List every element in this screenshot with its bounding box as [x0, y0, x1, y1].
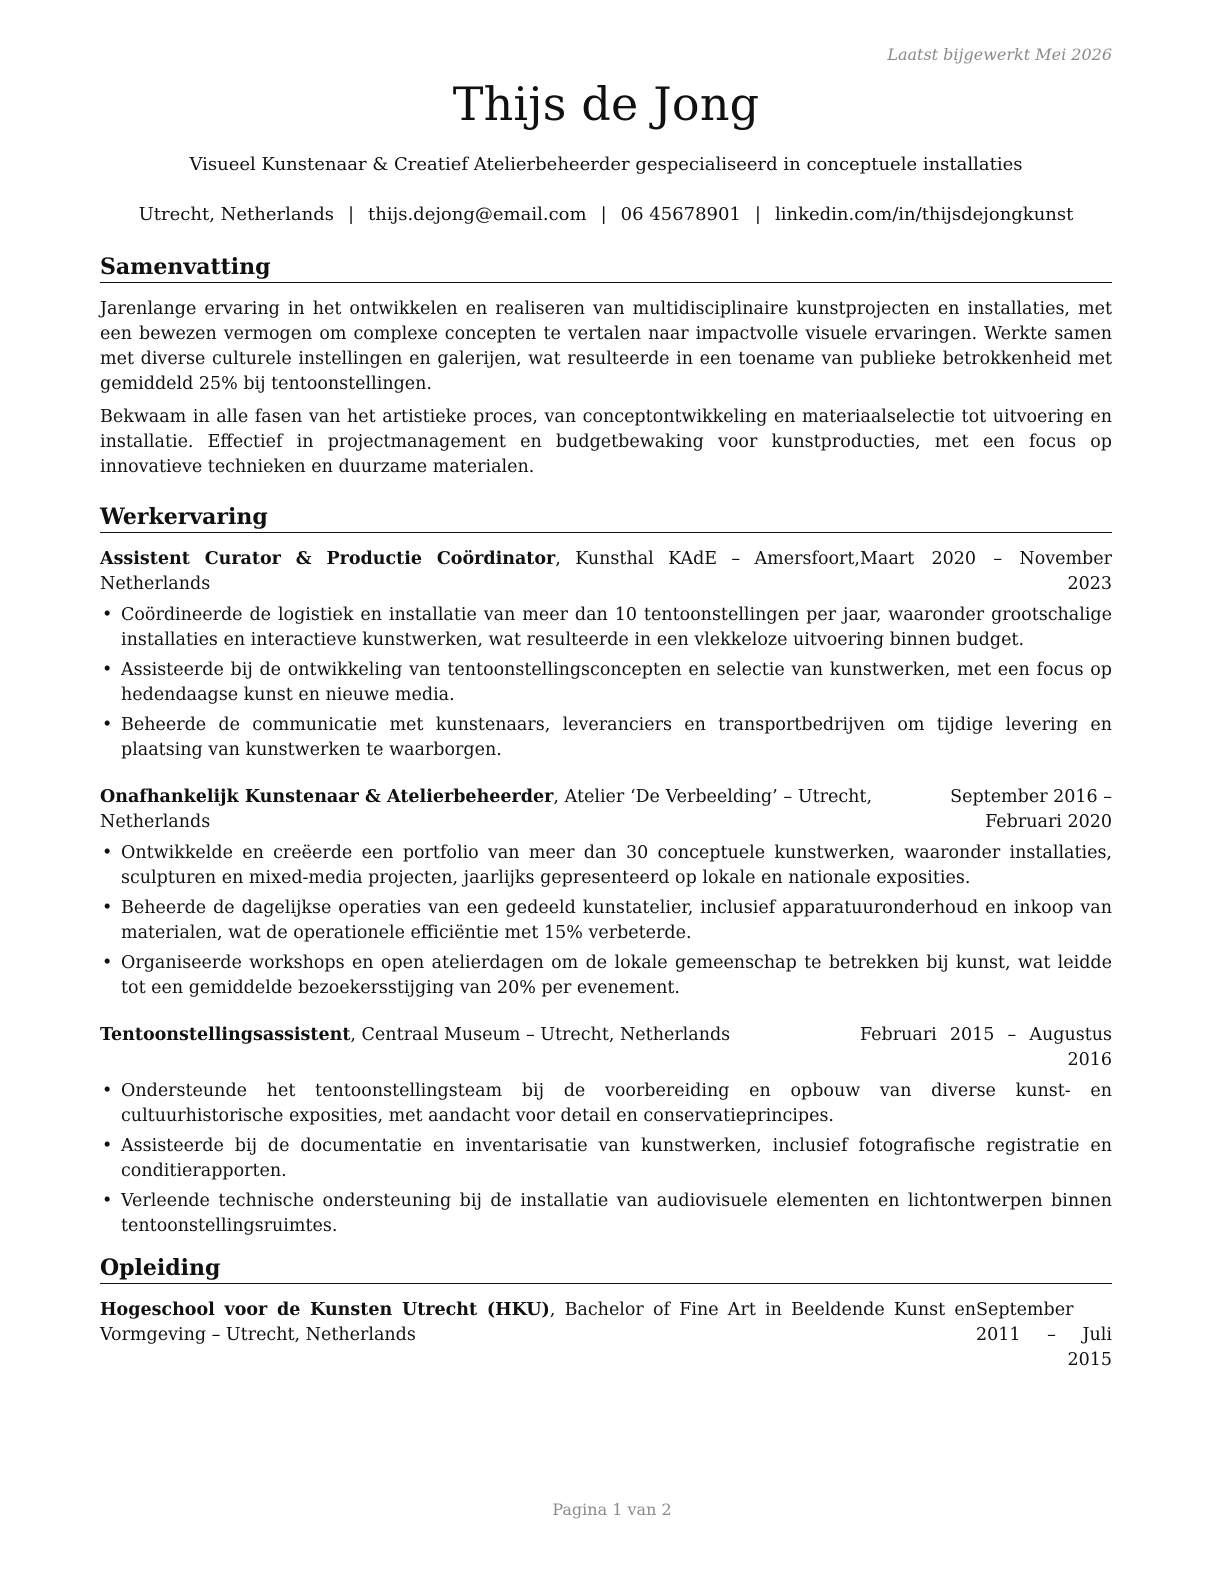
education-school: Hogeschool voor de Kunsten Utrecht (HKU)	[100, 1300, 550, 1320]
job-bullets	[100, 1079, 1112, 1239]
job-entry	[100, 1023, 1112, 1239]
contact-location: Utrecht, Netherlands	[138, 204, 334, 225]
section-title-education: Opleiding	[100, 1253, 1112, 1284]
job-bullets	[100, 603, 1112, 763]
job-role: Assistent Curator & Productie Coördinator	[100, 549, 556, 569]
summary-paragraph: Bekwaam in alle fasen van het artistieke proces, van conceptontwikkeling en materiaalselectie tot uitvoering en installatie. Effectief in projectmanagement en budgetbewaking voor kunstproducties, met een focus op innovatieve technieken en duurzame materialen.	[100, 407, 1112, 477]
last-updated: Laatst bijgewerkt Mei 2026	[887, 45, 1112, 64]
job-entry	[100, 785, 1112, 1001]
job-details: , Kunsthal KAdE – Amersfoort, Netherlands	[100, 549, 860, 594]
contact-linkedin[interactable]: linkedin.com/in/thijsdejongkunst	[774, 204, 1074, 225]
section-title-summary: Samenvatting	[100, 252, 1112, 283]
bullet-item: • Coördineerde de logistiek en installatie van meer dan 10 tentoonstellingen per jaar, waaronder grootschalige installaties en interactieve kunstwerken, wat resulteerde in een vlekkeloze uitvoering binnen budget.	[100, 603, 1112, 653]
job-entry	[100, 547, 1112, 763]
job-bullets	[100, 841, 1112, 1001]
bullet-item: • Assisteerde bij de documentatie en inventarisatie van kunstwerken, inclusief fotografische registratie en conditierapporten.	[100, 1134, 1112, 1184]
job-header	[100, 785, 1112, 835]
job-header	[100, 1023, 1112, 1073]
contact-separator: |	[600, 204, 607, 225]
person-name: Thijs de Jong	[452, 77, 760, 131]
job-title-line	[100, 1023, 860, 1073]
contact-phone: 06 45678901	[620, 204, 741, 225]
tagline: Visueel Kunstenaar & Creatief Atelierbeheerder gespecialiseerd in conceptuele installaties	[189, 154, 1023, 175]
job-header	[100, 547, 1112, 597]
page-number: Pagina 1 van 2	[552, 1500, 672, 1519]
job-dates: Februari 2015 – Augustus 2016	[860, 1025, 1112, 1070]
job-title-line	[100, 785, 872, 835]
contact-line	[100, 200, 1112, 230]
education-entry	[100, 1298, 1112, 1373]
job-dates: Maart 2020 – November 2023	[860, 549, 1112, 594]
bullet-item: • Beheerde de dagelijkse operaties van een gedeeld kunstatelier, inclusief apparatuuronderhoud en inkoop van materialen, wat de operationele efficiëntie met 15% verbeterde.	[100, 896, 1112, 946]
education-title-line	[100, 1298, 976, 1373]
bullet-item: • Ondersteunde het tentoonstellingsteam bij de voorbereiding en opbouw van diverse kunst- en cultuurhistorische exposities, met aandacht voor detail en conservatieprincipes.	[100, 1079, 1112, 1129]
job-role: Tentoonstellingsassistent	[100, 1025, 351, 1045]
contact-separator: |	[347, 204, 355, 225]
education-dates: September 2011 – Juli 2015	[976, 1300, 1112, 1370]
education-header	[100, 1298, 1112, 1373]
job-details: , Atelier ‘De Verbeelding’ – Utrecht, Netherlands	[100, 787, 873, 832]
job-dates: September 2016 – Februari 2020	[950, 787, 1112, 832]
education-details: , Bachelor of Fine Art in Beeldende Kunst en Vormgeving – Utrecht, Netherlands	[100, 1300, 976, 1345]
contact-separator: |	[754, 204, 761, 225]
bullet-item: • Ontwikkelde en creëerde een portfolio van meer dan 30 conceptuele kunstwerken, waaronder installaties, sculpturen en mixed-media projecten, jaarlijks gepresenteerd op lokale en nationale exposities.	[100, 841, 1112, 891]
bullet-item: • Verleende technische ondersteuning bij de installatie van audiovisuele elementen en lichtontwerpen binnen tentoonstellingsruimtes.	[100, 1189, 1112, 1239]
job-title-line	[100, 547, 860, 597]
bullet-item: • Assisteerde bij de ontwikkeling van tentoonstellingsconcepten en selectie van kunstwerken, met een focus op hedendaagse kunst en nieuwe media.	[100, 658, 1112, 708]
contact-email[interactable]: thijs.dejong@email.com	[368, 204, 587, 225]
resume-page	[100, 40, 1112, 1373]
bullet-item: • Organiseerde workshops en open atelierdagen om de lokale gemeenschap te betrekken bij kunst, wat leidde tot een gemiddelde bezoekersstijging van 20% per evenement.	[100, 951, 1112, 1001]
job-details: , Centraal Museum – Utrecht, Netherlands	[350, 1025, 731, 1045]
bullet-item: • Beheerde de communicatie met kunstenaars, leveranciers en transportbedrijven om tijdige levering en plaatsing van kunstwerken te waarborgen.	[100, 713, 1112, 763]
section-title-experience: Werkervaring	[100, 502, 1112, 533]
summary-paragraph: Jarenlange ervaring in het ontwikkelen en realiseren van multidisciplinaire kunstprojecten en installaties, met een bewezen vermogen om complexe concepten te vertalen naar impactvolle visuele ervaringen. Werkte samen met diverse culturele instellingen en galerijen, wat resulteerde in een toename van publieke betrokkenheid met gemiddeld 25% bij tentoonstellingen.	[100, 299, 1112, 394]
job-role: Onafhankelijk Kunstenaar & Atelierbeheerder	[100, 787, 554, 807]
